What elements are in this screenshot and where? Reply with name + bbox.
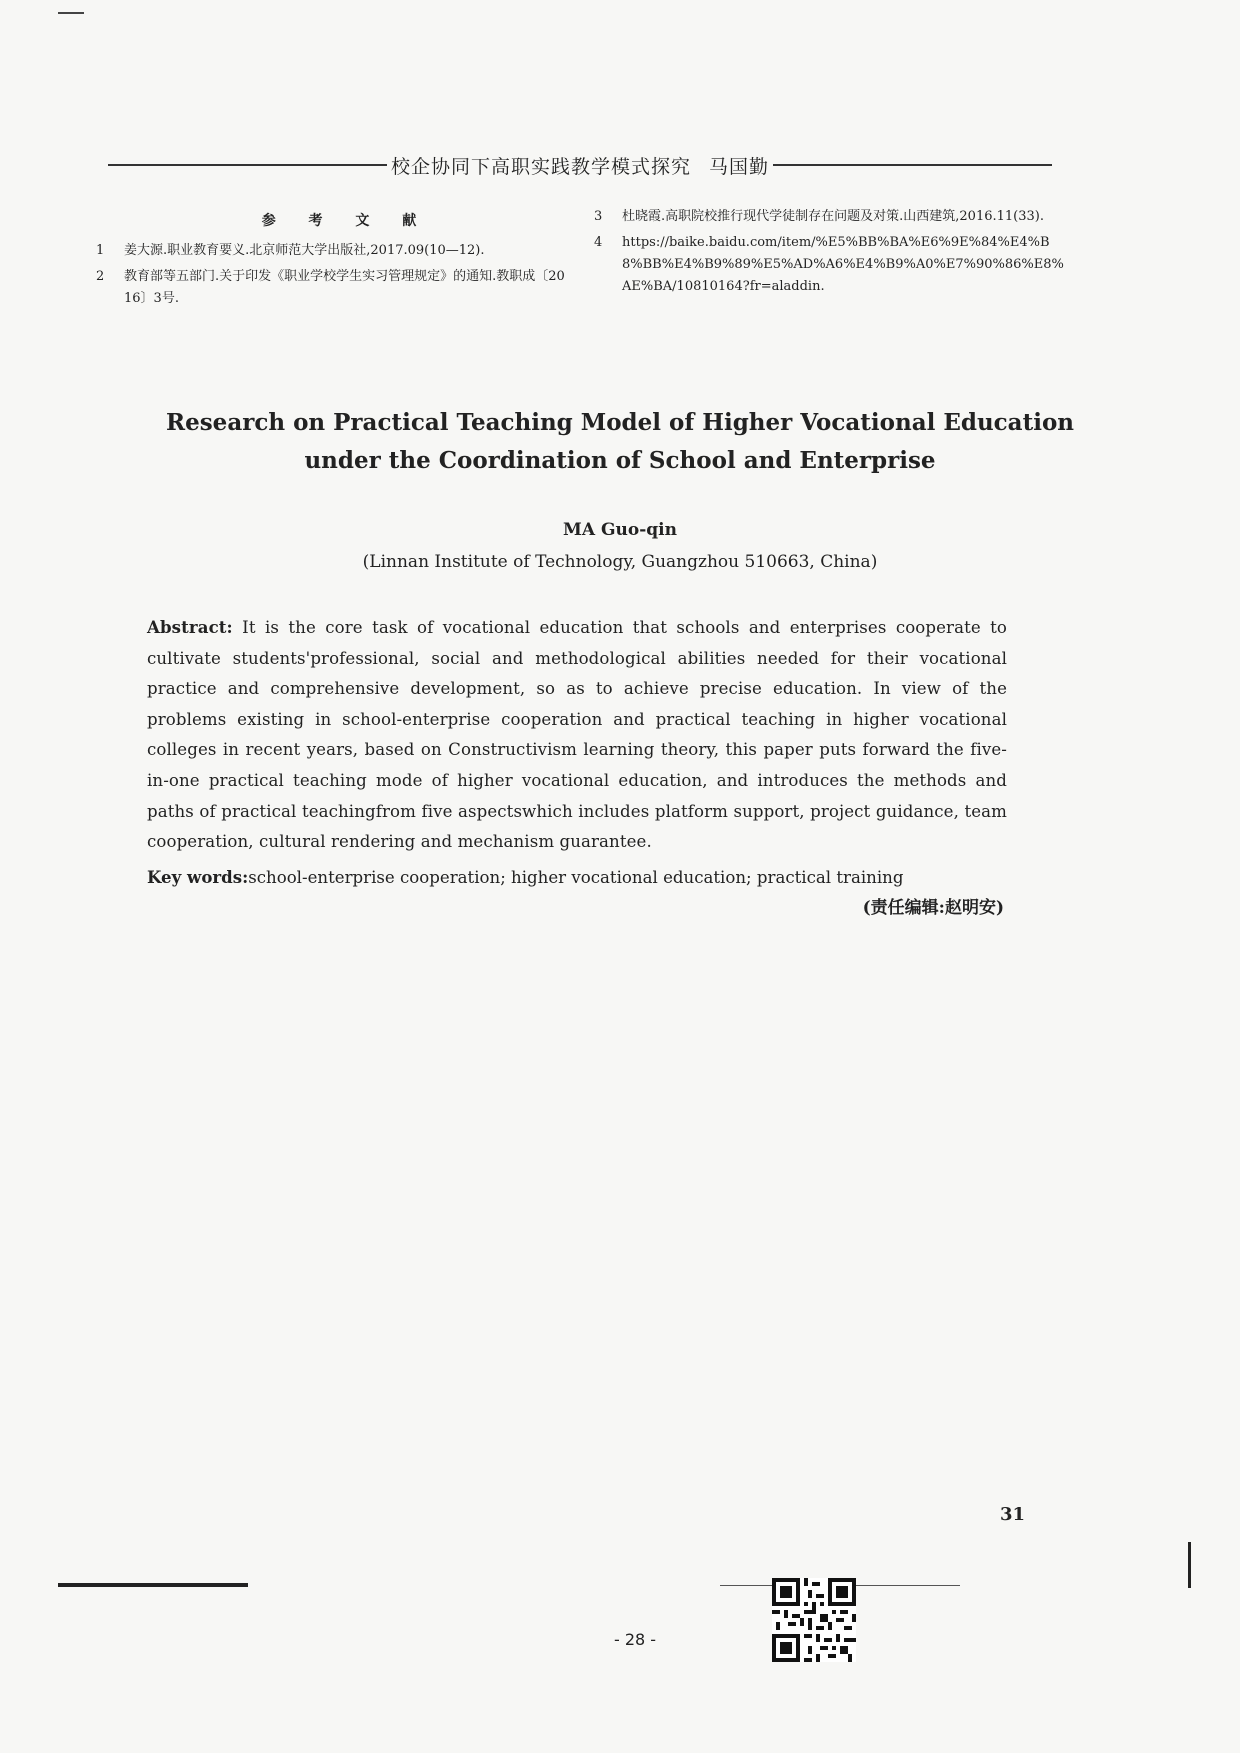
keywords-label: Key words: <box>147 867 249 887</box>
reference-item <box>96 266 566 310</box>
running-head-rule-left <box>108 164 387 166</box>
running-head <box>108 150 1052 180</box>
paper-affiliation: (Linnan Institute of Technology, Guangzhou 510663, China) <box>362 552 878 572</box>
journal-page-number: 31 <box>1000 1504 1026 1525</box>
reference-text: 姜大源.职业教育要义.北京师范大学出版社,2017.09(10—12). <box>124 243 485 258</box>
bottom-rule-left <box>58 1583 248 1587</box>
scan-corner-mark <box>58 12 84 14</box>
paper-title <box>120 404 1120 480</box>
paper-title-line-2: under the Coordination of School and Enterprise <box>304 447 936 474</box>
responsible-editor: (责任编辑:赵明安) <box>862 898 1004 918</box>
keywords-text: school-enterprise cooperation; higher vocational education; practical training <box>248 868 904 887</box>
scan-edge-mark <box>1188 1542 1191 1588</box>
references-right-column <box>594 206 1064 302</box>
references-heading: 参 考 文 献 <box>261 213 431 229</box>
reference-text: 杜晓霞.高职院校推行现代学徒制存在问题及对策.山西建筑,2016.11(33). <box>622 209 1044 224</box>
reference-number: 2 <box>96 269 105 284</box>
reference-number: 1 <box>96 243 105 258</box>
footer-page-number: - 28 - <box>613 1630 657 1649</box>
abstract-label: Abstract: <box>147 617 233 637</box>
qr-code-icon <box>772 1578 856 1662</box>
reference-item <box>594 206 1064 228</box>
running-head-title: 校企协同下高职实践教学模式探究 <box>390 155 691 178</box>
running-head-author: 马国勤 <box>709 155 770 178</box>
reference-item <box>594 232 1064 298</box>
reference-number: 4 <box>594 235 603 250</box>
keywords <box>147 862 1007 893</box>
reference-text: 教育部等五部门.关于印发《职业学校学生实习管理规定》的通知.教职成〔2016〕3号. <box>124 269 565 306</box>
reference-number: 3 <box>594 209 603 224</box>
abstract <box>147 612 1007 858</box>
reference-item <box>96 240 566 262</box>
paper-title-line-1: Research on Practical Teaching Model of Higher Vocational Education <box>165 409 1075 436</box>
reference-text: https://baike.baidu.com/item/%E5%BB%BA%E6%9E%84%E4%B8%BB%E4%B9%89%E5%AD%A6%E4%B9%A0%E7%90%86%E8%AE%BA/10810164?fr=aladdin. <box>622 235 1064 294</box>
references-left-column <box>96 210 566 314</box>
running-head-rule-right <box>773 164 1052 166</box>
paper-author: MA Guo-qin <box>563 520 677 540</box>
abstract-text: It is the core task of vocational education that schools and enterprises cooperate to cultivate students'professional, social and methodological abilities needed for their vocational practice and comprehensive development, so as to achieve precise education. In view of the problems existing in school-enterprise cooperation and practical teaching in higher vocational colleges in recent years, based on Constructivism learning theory, this paper puts forward the five-in-one practical teaching mode of higher vocational education, and introduces the methods and paths of practical teachingfrom five aspectswhich includes platform support, project guidance, team cooperation, cultural rendering and mechanism guarantee. <box>147 618 1008 852</box>
